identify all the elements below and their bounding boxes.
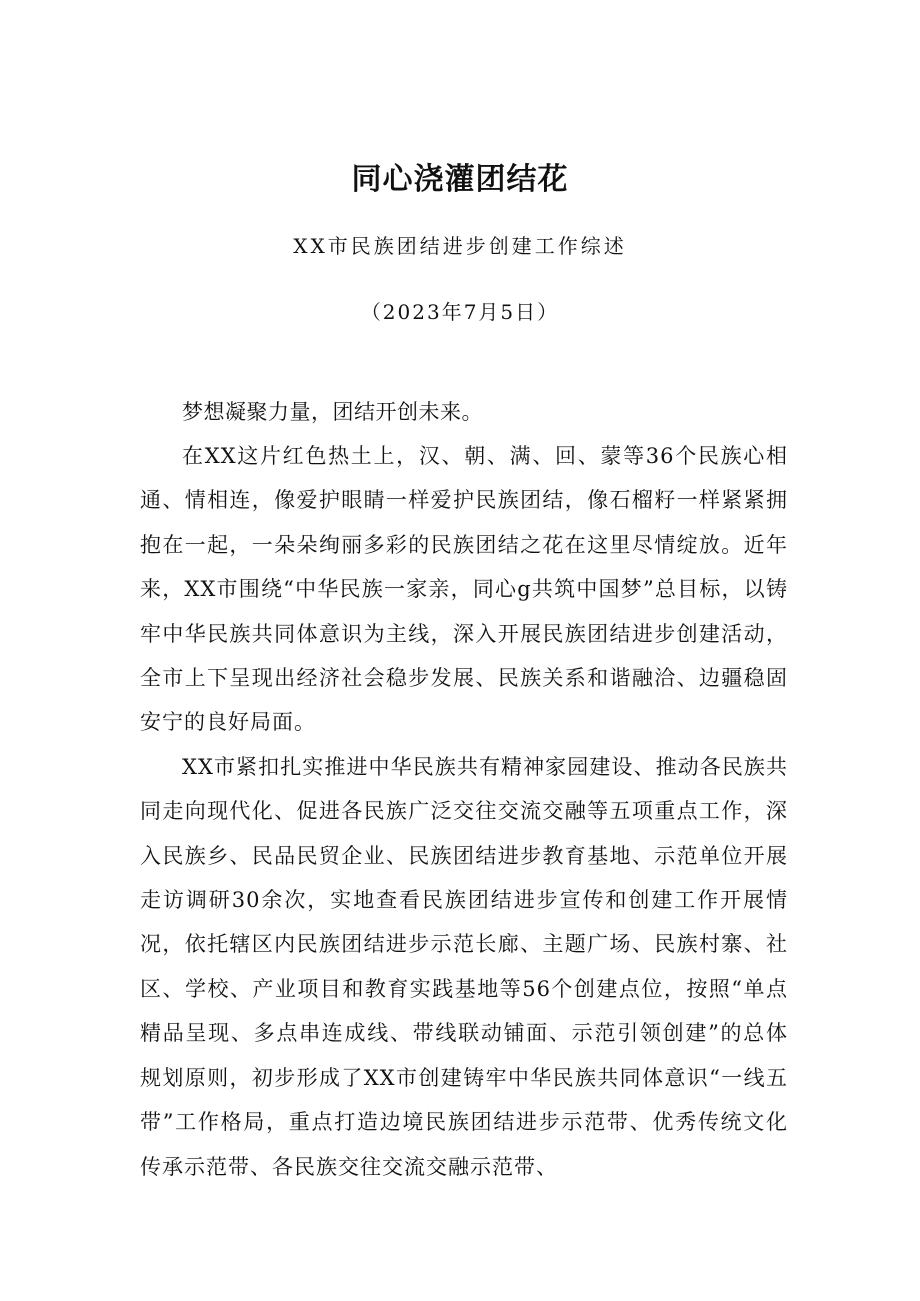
document-date: （2023年7月5日） bbox=[360, 300, 560, 324]
document-body bbox=[140, 390, 788, 1189]
document-title: 同心浇灌团结花 bbox=[351, 162, 569, 197]
body-paragraph-2: XX市紧扣扎实推进中华民族共有精神家园建设、推动各民族共同走向现代化、促进各民族广泛交往交流交融等五项重点工作，深入民族乡、民品民贸企业、民族团结进步教育基地、示范单位开展走访调研30余次，实地查看民族团结进步宣传和创建工作开展情况，依托辖区内民族团结进步示范长廊、主题广场、民族村寨、社区、学校、产业项目和教育实践基地等56个创建点位，按照“单点精品呈现、多点串连成线、带线联动铺面、示范引领创建”的总体规划原则，初步形成了XX市创建铸牢中华民族共同体意识“一线五带”工作格局，重点打造边境民族团结进步示范带、优秀传统文化传承示范带、各民族交往交流交融示范带、 bbox=[140, 754, 788, 1179]
body-paragraph-1: 在XX这片红色热土上，汉、朝、满、回、蒙等36个民族心相通、情相连，像爱护眼睛一样爱护民族团结，像石榴籽一样紧紧拥抱在一起，一朵朵绚丽多彩的民族团结之花在这里尽情绽放。近年来，XX市围绕“中华民族一家亲，同心g共筑中国梦”总目标，以铸牢中华民族共同体意识为主线，深入开展民族团结进步创建活动，全市上下呈现出经济社会稳步发展、民族关系和谐融洽、边疆稳固安宁的良好局面。 bbox=[140, 444, 788, 735]
document-subtitle: XX市民族团结进步创建工作综述 bbox=[293, 234, 627, 258]
lead-sentence: 梦想凝聚力量，团结开创未来。 bbox=[182, 400, 483, 424]
